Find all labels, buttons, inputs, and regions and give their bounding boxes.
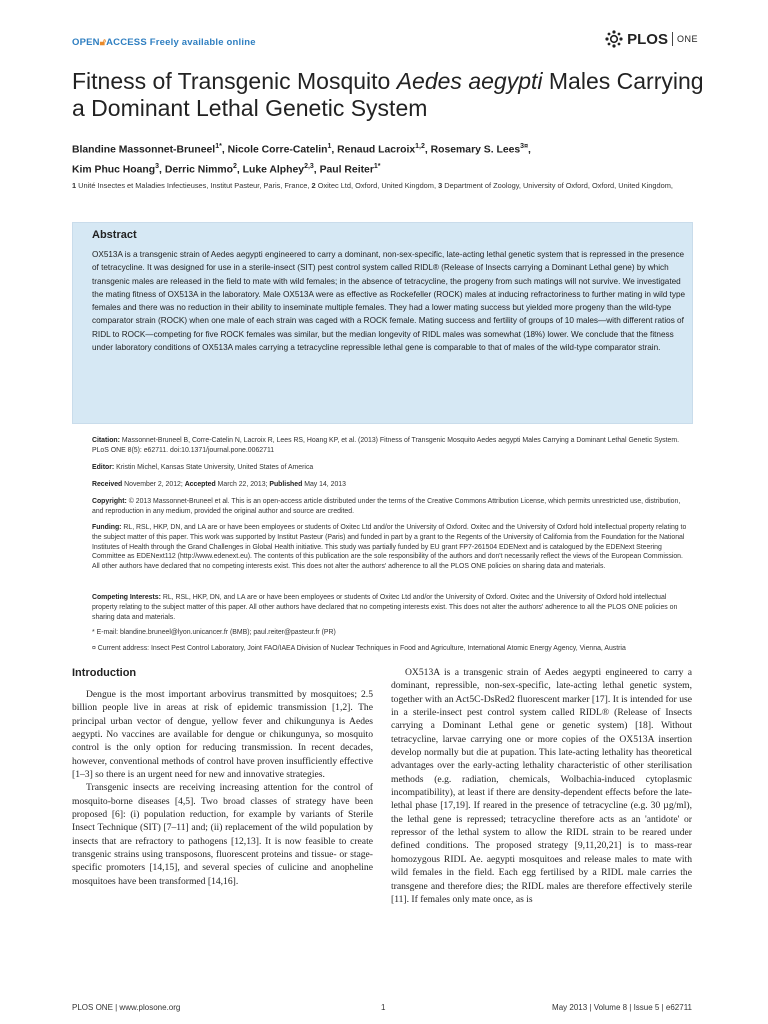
journal-suffix: ONE [676, 34, 698, 44]
introduction-heading: Introduction [72, 667, 137, 679]
intro-paragraph: Transgenic insects are receiving increasing attention for the control of mosquito-borne diseases [4,5]. Two broad classes of strategy have been proposed [6]: (i) population reduction, for example by variants of Sterile Insect Technique (SIT) [7–11] and; (ii) replacement of the wild population by insects that are refractory to pathogens [12,13]. It is now feasible to create transgenic strains using transposons, fluorescent proteins and tissue- or stage-specific promoters [14,15], and several species of culicine and anopheline mosquitoes have been transformed [14,16]. [72, 782, 373, 887]
funding-text: RL, RSL, HKP, DN, and LA are or have been employees or students of Oxitec Ltd and/or the University of Oxford. Oxitec and the University of Oxford hold intellectual property relating to the subject matter of this paper. This work was supported by Institut Pasteur (Paris) and funded in part by a grant to the Regents of the University of California from the Foundation for the National Institutes of Health through the Grand Challenges in Global Health initiative. This study was partially funded by EU grant FP7-261504 EDENext and is catalogued by the EDENext Steering Committee as EDENext112 (http://www.edenext.eu). The contents of this publication are the sole responsibility of the authors and don't necessarily reflect the views of the European Commission. All other authors have declared that no competing interests exist. This does not alter the authors' adherence to all the PLOS ONE policies on sharing data and materials. [92, 524, 687, 571]
received-label: Received [92, 481, 123, 488]
author-affiliation-marker: 2 [232, 163, 237, 171]
open-access-banner [72, 37, 256, 48]
author-name: Kim Phuc Hoang [72, 164, 156, 176]
affiliation-text: Unité Insectes et Maladies Infectieuses, Institut Pasteur, Paris, France, [76, 181, 312, 190]
publication-dates [92, 480, 688, 490]
title-species: Aedes aegypti [396, 68, 543, 94]
author-affiliation-marker: 1* [373, 163, 381, 171]
author-name: Blandine Massonnet-Bruneel [72, 144, 216, 156]
affiliation-text: Oxitec Ltd, Oxford, United Kingdom, [315, 181, 439, 190]
plos-logo-icon [605, 30, 623, 48]
author-name: Nicole Corre-Catelin [227, 144, 328, 156]
funding-label: Funding: [92, 524, 122, 531]
author-name: Paul Reiter [319, 164, 374, 176]
title-part-2: Males Carrying a Dominant Lethal Genetic System [72, 68, 704, 121]
right-column [391, 666, 692, 906]
journal-logo [605, 30, 698, 48]
author-name: Rosemary S. Lees [430, 144, 521, 156]
author-affiliation-marker: 1,2 [415, 143, 425, 150]
free-available-label: Freely available online [149, 37, 256, 48]
published-date: May 14, 2013 [302, 481, 346, 488]
competing-text: RL, RSL, HKP, DN, and LA are or have been employees or students of Oxitec Ltd and/or the University of Oxford. Oxitec and the University of Oxford hold intellectual property relating to the subject matter of this paper. All other authors have declared that no competing interests exist. This does not alter the authors' adherence to all the PLOS ONE policies on sharing data and materials. [92, 594, 678, 621]
open-access-lock-icon: 🔓︎ [99, 37, 107, 48]
affiliations [72, 180, 702, 193]
title-part-1: Fitness of Transgenic Mosquito [72, 68, 397, 94]
journal-name: PLOS [627, 30, 668, 48]
corresponding-email: * E-mail: blandine.bruneel@lyon.unicancer.fr (BMB); paul.reiter@pasteur.fr (PR) [92, 629, 336, 636]
author-affiliation-marker: 1 [327, 143, 332, 150]
author-affiliation-marker: 3 [155, 163, 160, 171]
page-number: 1 [381, 1003, 386, 1012]
author-name: Renaud Lacroix [337, 144, 416, 156]
left-column [72, 688, 373, 888]
author-affiliation-marker: 3¤ [520, 143, 528, 150]
published-label: Published [269, 481, 303, 488]
citation-text: Massonnet-Bruneel B, Corre-Catelin N, Lacroix R, Lees RS, Hoang KP, et al. (2013) Fitness of Transgenic Mosquito Aedes aegypti Males Carrying a Dominant Lethal Genetic System. PLoS ONE 8(5): e62711. doi:10.1371/journal.pone.0062711 [92, 437, 680, 454]
citation-label: Citation: [92, 437, 120, 444]
affiliation-number: 2 [311, 181, 316, 190]
competing-interests [92, 593, 688, 622]
editor [92, 463, 688, 473]
author-affiliation-marker: 1* [215, 143, 222, 150]
editor-text: Kristin Michel, Kansas State University, United States of America [114, 464, 314, 471]
editor-label: Editor: [92, 464, 115, 471]
article-title [72, 68, 712, 122]
affiliation-number: 3 [438, 181, 443, 190]
open-label: OPEN [72, 37, 100, 48]
intro-paragraph: OX513A is a transgenic strain of Aedes aegypti engineered to carry a dominant, repressible, non-sex-specific, late-acting lethal genetic system, together with an Act5C-DsRed2 fluorescent marker [17]. It is intended for use in a sterile-insect pest control system called RIDL® (Release of Insects carrying a Dominant Lethal gene or genetic system) [18]. Without tetracycline, larvae carrying one or more copies of the OX513A insertion develop normally but die at pupation. This late-acting lethality has theoretical advantages over the early-acting lethality characteristic of other sterilisation methods (e.g. radiation, chemicals, Wolbachia-induced cytoplasmic incompatibility), at least if there are density-dependent effects before the late-lethal phase [17,19]. If reared in the presence of tetracycline (e.g. 30 µg/ml), the lethal gene is repressed; tetracycline therefore acts as an 'antidote' or repressor of the lethal system to allow the RIDL strain to be reared under defined conditions. The proposed strategy [9,11,20,21] is to mass-rear homozygous RIDL Ae. aegypti mosquitoes and release males to mate with wild females in the field. Each egg fertilised by a RIDL male carries the transgene and therefore dies; the RIDL males are therefore effectively sterile [11]. If females only mate once, as is [391, 667, 692, 905]
competing-label: Competing Interests: [92, 594, 161, 601]
affiliation-number: 1 [72, 181, 77, 190]
author-name: Luke Alphey [242, 164, 305, 176]
accepted-label: Accepted [184, 481, 216, 488]
citation [92, 436, 688, 456]
intro-paragraph: Dengue is the most important arbovirus transmitted by mosquitoes; 2.5 billion people live in areas at risk of epidemic transmission [1,2]. The principal urban vector of dengue, yellow fever and chikungunya is Aedes aegypti. No vaccines are available for dengue or chikungunya, so mosquito control is the only option for reducing transmission. In recent decades, however, conventional methods of control have proven insufficiently effective [1–3] so there is an urgent need for new and innovative strategies. [72, 689, 373, 781]
footer-issue: May 2013 | Volume 8 | Issue 5 | e62711 [552, 1003, 692, 1012]
footer-journal: PLOS ONE | www.plosone.org [72, 1003, 181, 1012]
copyright [92, 497, 688, 517]
affiliation-text: Department of Zoology, University of Oxford, Oxford, United Kingdom, [442, 181, 673, 190]
abstract-text: OX513A is a transgenic strain of Aedes aegypti engineered to carry a dominant, non-sex-specific, late-acting lethal genetic system that is repressed in the presence of tetracycline. It was designed for use in a sterile-insect (SIT) pest control system called RIDL® (Release of Insects carrying a Dominant Lethal gene) by which transgenic males are released in the field to mate with wild females; in the absence of tetracycline, the progeny from such matings will not survive. We investigated the mating fitness of OX513A in the laboratory. Male OX513A were as effective as Rockefeller (ROCK) males at inducing refractoriness to further mating in wild type females and there was no reduction in their ability to inseminate multiple females. They had a lower mating success but yielded more progeny than the wild-type comparator strain (ROCK) when one male of each strain was caged with a ROCK female. Mating success and fertility of groups of 10 males—with different ratios of RIDL to ROCK—competing for five ROCK females was similar, but the median longevity of RIDL males was somewhat (18%) lower. We conclude that the fitness under laboratory conditions of OX513A males carrying a tetracycline repressible lethal gene is comparable to that of males of the wild-type comparator strain. [92, 250, 686, 353]
logo-divider [672, 32, 673, 46]
access-label: ACCESS [106, 37, 147, 48]
accepted-date: March 22, 2013; [215, 481, 270, 488]
author-affiliation-marker: 2,3 [304, 163, 314, 171]
received-date: November 2, 2012; [122, 481, 185, 488]
funding [92, 523, 688, 572]
copyright-label: Copyright: [92, 498, 127, 505]
copyright-text: © 2013 Massonnet-Bruneel et al. This is an open-access article distributed under the terms of the Creative Commons Attribution License, which permits unrestricted use, distribution, and reproduction in any medium, provided the original author and source are credited. [92, 498, 681, 515]
abstract-heading: Abstract [92, 229, 137, 241]
author-name: Derric Nimmo [164, 164, 233, 176]
current-address: ¤ Current address: Insect Pest Control Laboratory, Joint FAO/IAEA Division of Nuclear Techniques in Food and Agriculture, International Atomic Energy Agency, Vienna, Austria [92, 645, 626, 652]
author-list: Blandine Massonnet-Bruneel$^{1*}$, Nicole Corre-Catelin$^1$, Renaud Lacroix$^{1,2}$, Rosemary S. Lees$^{3¤}$, Kim Phuc Hoang$^3$, Derric Nimmo$^2$, Luke Alphey$^{2,3}$, Paul Reiter$^{1*}$ [72, 143, 531, 176]
